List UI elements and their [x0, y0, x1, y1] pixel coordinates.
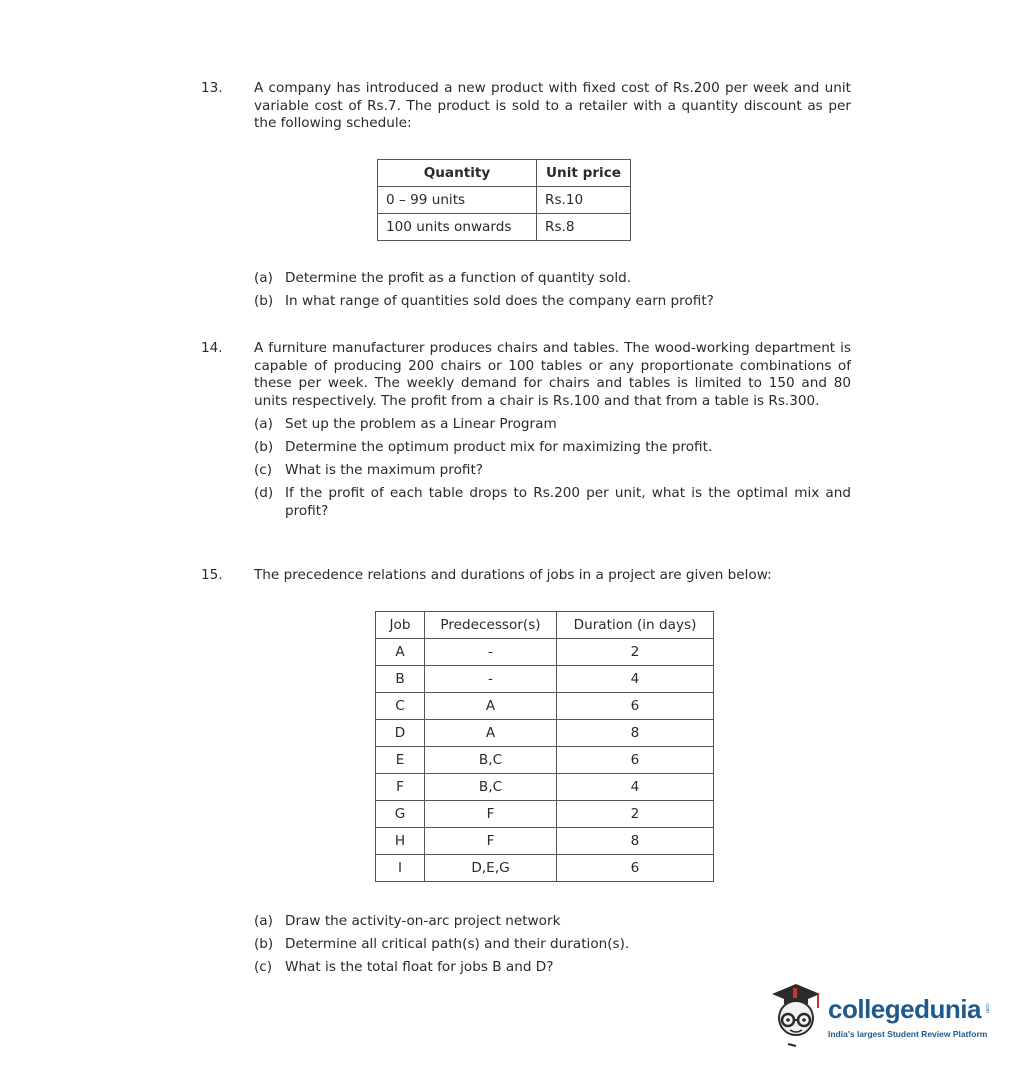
- question-15: [201, 567, 851, 585]
- table-cell: C: [376, 693, 425, 720]
- unit-price-table: [377, 159, 631, 241]
- table-cell: A: [425, 693, 557, 720]
- question-number: 15.: [201, 567, 223, 583]
- sub-question: [254, 913, 851, 931]
- sub-question-text: What is the total float for jobs B and D?: [285, 959, 554, 976]
- sub-question-text: Determine all critical path(s) and their duration(s).: [285, 936, 630, 953]
- table-row: [378, 214, 631, 241]
- sub-question-label: (d): [254, 485, 274, 502]
- table-row: [376, 747, 714, 774]
- table-header-row: [376, 612, 714, 639]
- table-cell: 8: [557, 828, 714, 855]
- table-header: Duration (in days): [557, 612, 714, 639]
- table-cell: B: [376, 666, 425, 693]
- table-cell: I: [376, 855, 425, 882]
- table-row: [376, 774, 714, 801]
- table-cell: H: [376, 828, 425, 855]
- table-header: Job: [376, 612, 425, 639]
- sub-question-label: (b): [254, 438, 274, 455]
- sub-question: [254, 293, 851, 311]
- table-header: Unit price: [537, 160, 631, 187]
- table-cell: -: [425, 639, 557, 666]
- sub-question: [254, 439, 851, 457]
- sub-question-text: In what range of quantities sold does the company earn profit?: [285, 293, 714, 310]
- sub-question: [254, 485, 851, 520]
- question-15-parts: [201, 913, 851, 977]
- table-row: [376, 666, 714, 693]
- sub-question-label: (a): [254, 415, 273, 432]
- table-row: [376, 639, 714, 666]
- sub-question: [254, 462, 851, 480]
- sub-question-label: (a): [254, 913, 273, 929]
- sub-question-text: Determine the profit as a function of quantity sold.: [285, 270, 632, 286]
- table-cell: A: [376, 639, 425, 666]
- table-cell: 100 units onwards: [378, 214, 537, 241]
- sub-question: [254, 936, 851, 954]
- sub-question-text: What is the maximum profit?: [285, 462, 484, 479]
- table-header-row: [378, 160, 631, 187]
- question-14: [201, 340, 851, 520]
- sub-question: [254, 270, 851, 288]
- table-cell: G: [376, 801, 425, 828]
- sub-question: [254, 959, 851, 977]
- question-13-parts: [201, 270, 851, 311]
- job-precedence-table: [375, 611, 714, 882]
- table-cell: A: [425, 720, 557, 747]
- question-13: [201, 80, 851, 133]
- table-cell: 6: [557, 855, 714, 882]
- table-cell: 2: [557, 801, 714, 828]
- logo-domain-suffix: .com: [984, 1002, 990, 1013]
- table-cell: F: [425, 828, 557, 855]
- table-cell: 2: [557, 639, 714, 666]
- logo-tagline: India's largest Student Review Platform: [828, 1029, 988, 1039]
- table-cell: E: [376, 747, 425, 774]
- logo-wordmark: collegedunia: [828, 994, 981, 1024]
- question-text: The precedence relations and durations of jobs in a project are given below:: [254, 567, 772, 583]
- table-cell: F: [425, 801, 557, 828]
- table-row: [376, 855, 714, 882]
- table-cell: F: [376, 774, 425, 801]
- table-cell: 6: [557, 747, 714, 774]
- table-cell: B,C: [425, 774, 557, 801]
- sub-question-label: (c): [254, 462, 273, 479]
- table-header: Predecessor(s): [425, 612, 557, 639]
- table-cell: 0 – 99 units: [378, 187, 537, 214]
- sub-question-label: (b): [254, 936, 274, 953]
- sub-question-label: (a): [254, 270, 273, 286]
- table-cell: 6: [557, 693, 714, 720]
- sub-question-text: If the profit of each table drops to Rs.200 per unit, what is the optimal mix and profit?: [285, 485, 851, 519]
- table-header: Quantity: [378, 160, 537, 187]
- table-cell: 4: [557, 774, 714, 801]
- sub-question-text: Draw the activity-on-arc project network: [285, 913, 561, 929]
- collegedunia-logo: [766, 980, 996, 1050]
- table-cell: B,C: [425, 747, 557, 774]
- question-number: 14.: [201, 340, 223, 356]
- sub-question-text: Set up the problem as a Linear Program: [285, 415, 557, 432]
- table-row: [376, 720, 714, 747]
- table-row: [378, 187, 631, 214]
- sub-question-text: Determine the optimum product mix for maximizing the profit.: [285, 438, 713, 455]
- table-cell: Rs.10: [537, 187, 631, 214]
- table-cell: 8: [557, 720, 714, 747]
- sub-question: [254, 416, 851, 434]
- table-cell: -: [425, 666, 557, 693]
- table-cell: D,E,G: [425, 855, 557, 882]
- table-cell: D: [376, 720, 425, 747]
- sub-question-label: (b): [254, 293, 274, 310]
- table-row: [376, 801, 714, 828]
- table-cell: Rs.8: [537, 214, 631, 241]
- mascot-icon: [766, 980, 826, 1050]
- table-cell: 4: [557, 666, 714, 693]
- table-row: [376, 693, 714, 720]
- table-row: [376, 828, 714, 855]
- sub-question-label: (c): [254, 959, 273, 976]
- question-text: A company has introduced a new product with fixed cost of Rs.200 per week and unit variable cost of Rs.7. The product is sold to a retailer with a quantity discount as per the following schedule:: [254, 80, 851, 132]
- question-text: A furniture manufacturer produces chairs and tables. The wood-working department is capable of producing 200 chairs or 100 tables or any proportionate combinations of these per week. The weekly demand for chairs and tables is limited to 150 and 80 units respectively. The profit from a chair is Rs.100 and that from a table is Rs.300.: [254, 340, 851, 409]
- question-number: 13.: [201, 80, 223, 96]
